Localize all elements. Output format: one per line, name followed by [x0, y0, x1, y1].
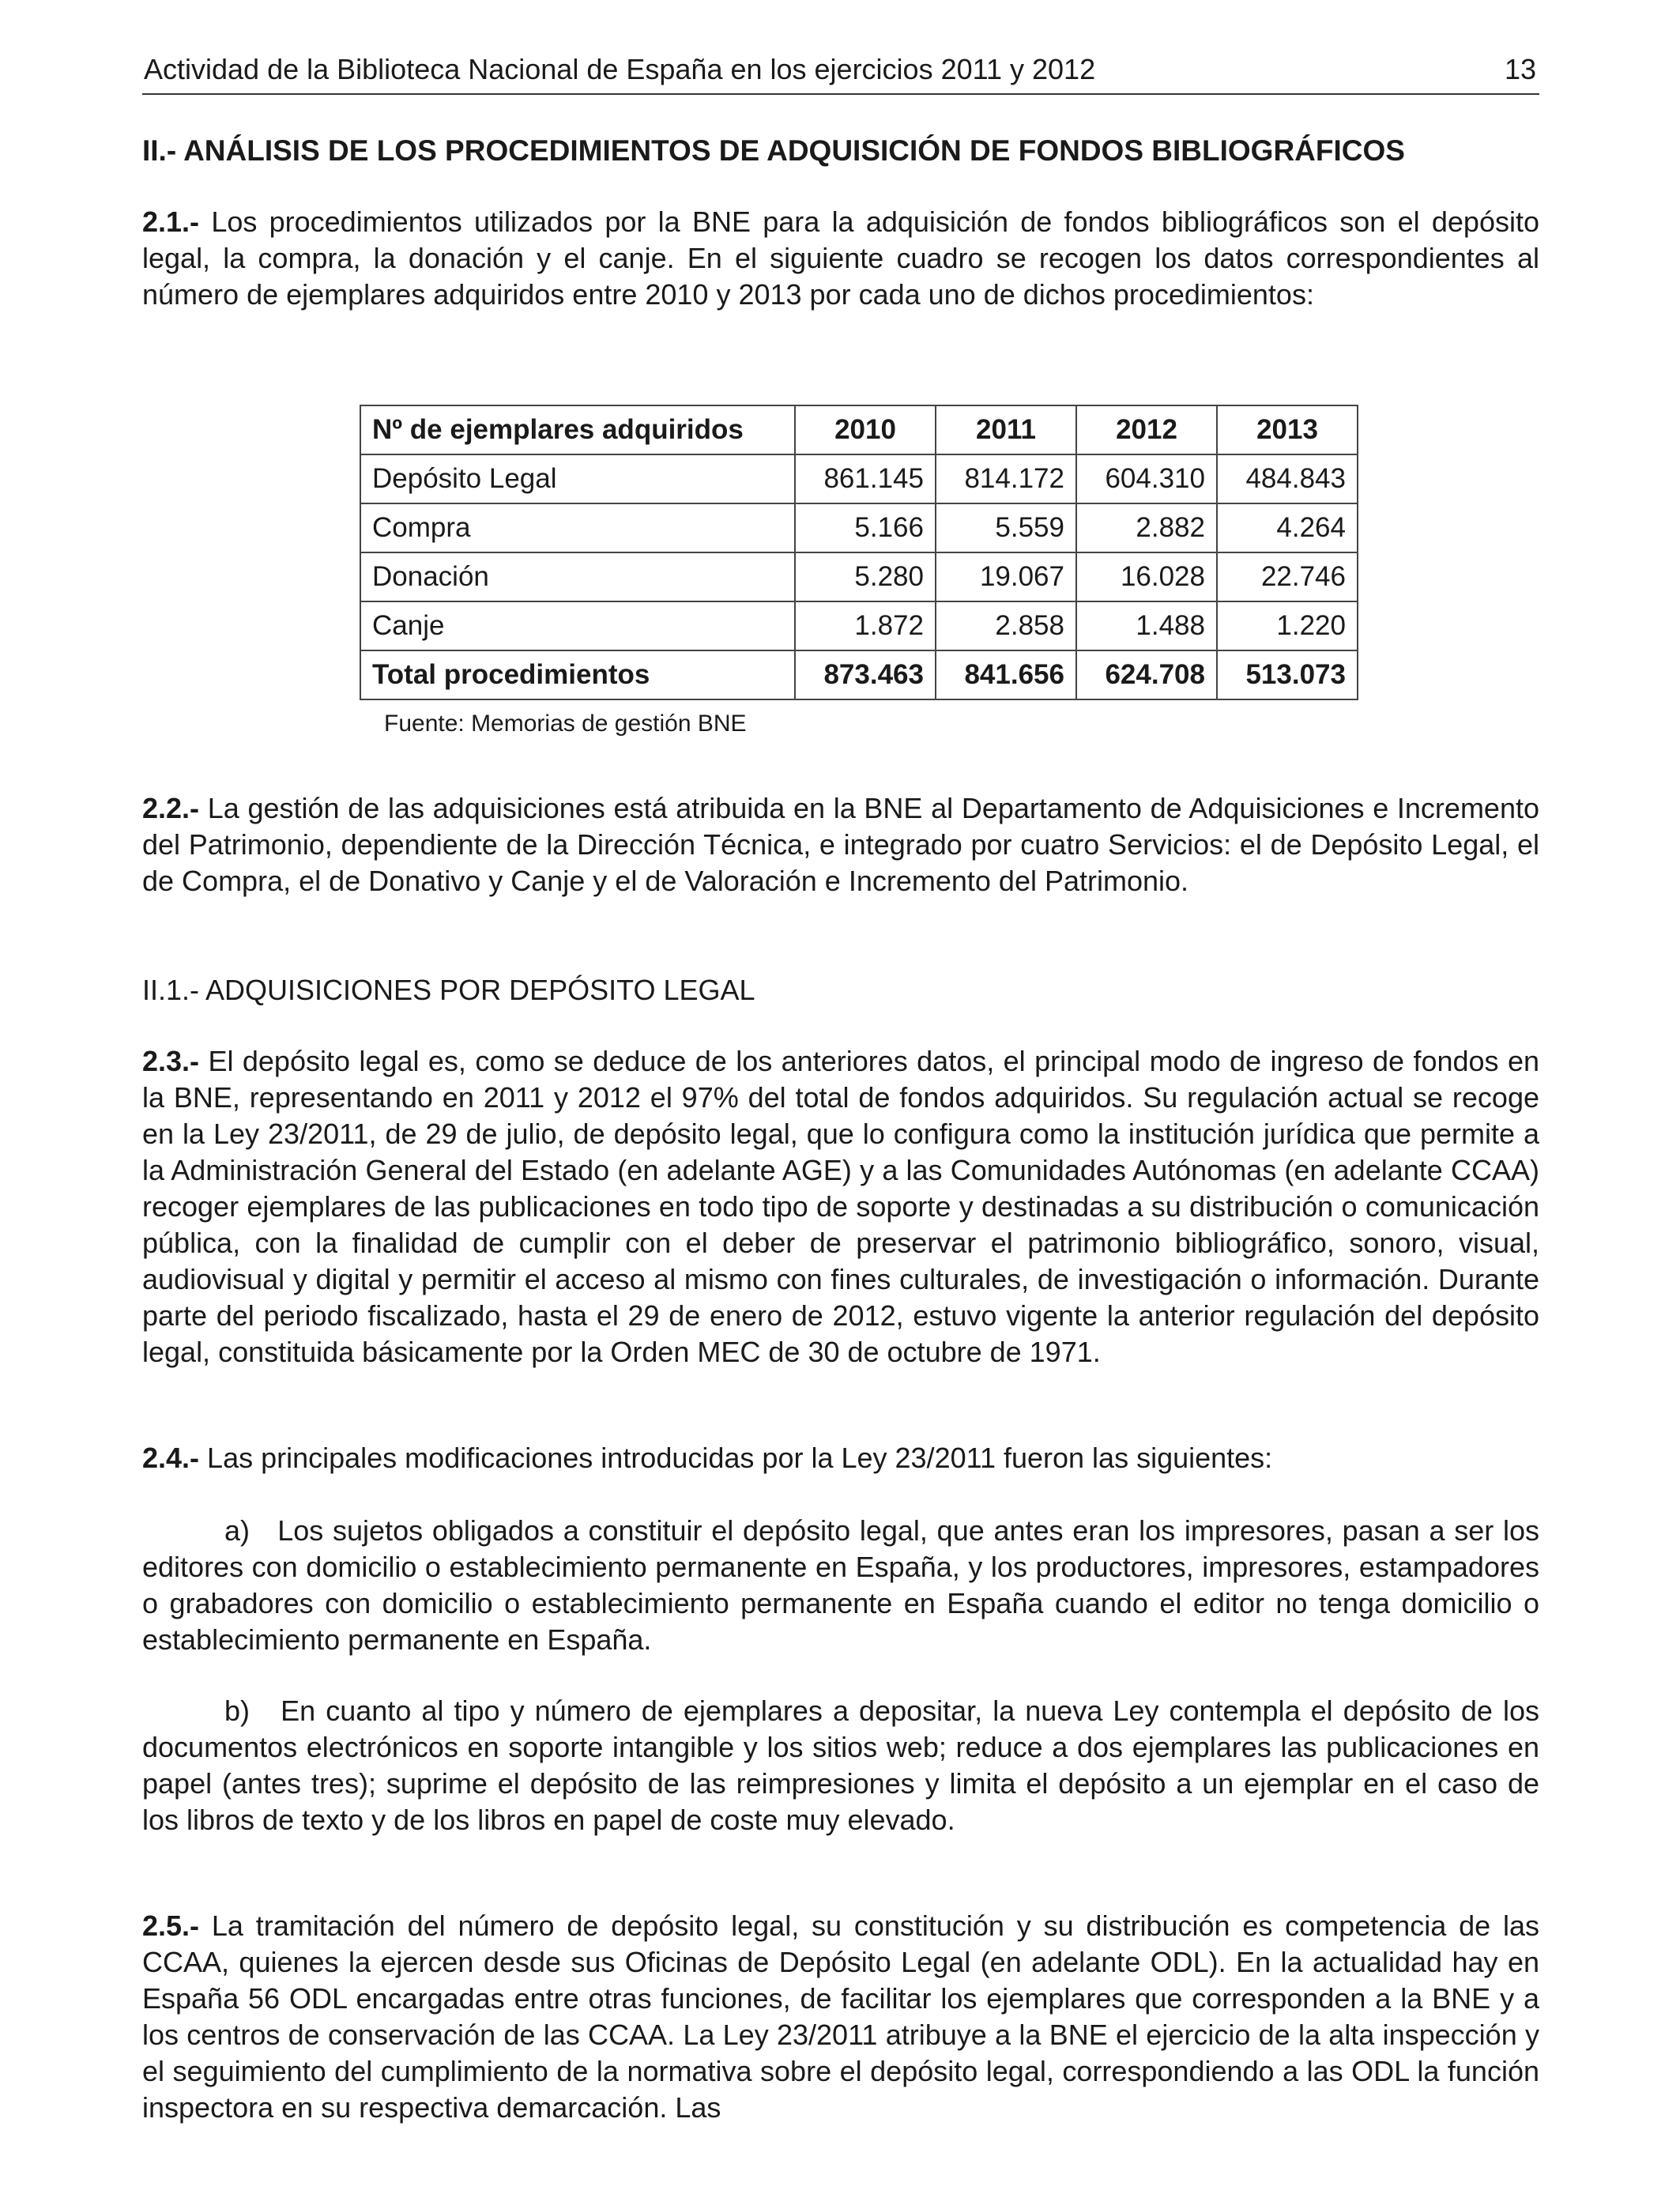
- table-cell: 1.220: [1217, 601, 1358, 650]
- paragraph-text: Los procedimientos utilizados por la BNE para la adquisición de fondos bibliográficos son el depósito legal, la compra, la donación y el canje. En el siguiente cuadro se recogen los datos correspondientes al número de ejemplares adquiridos entre 2010 y 2013 por cada uno de dichos procedimientos:: [142, 205, 1539, 311]
- row-label: Total procedimientos: [360, 650, 795, 699]
- paragraph-number: 2.1.-: [142, 205, 200, 238]
- paragraph-text: La tramitación del número de depósito legal, su constitución y su distribución es competencia de las CCAA, quienes la ejercen desde sus Oficinas de Depósito Legal (en adelante ODL). En la actualidad hay en España 56 ODL encargadas entre otras funciones, de facilitar los ejemplares que corresponden a la BNE y a los centros de conservación de las CCAA. La Ley 23/2011 atribuye a la BNE el ejercicio de la alta inspección y el seguimiento del cumplimiento de la normativa sobre el depósito legal, correspondiendo a las ODL la función inspectora en su respectiva demarcación. Las: [142, 1909, 1539, 2124]
- list-item-a: [142, 1513, 1539, 1658]
- table-cell: 19.067: [936, 552, 1076, 601]
- table-header-row: [360, 405, 1358, 454]
- table-cell: 624.708: [1076, 650, 1217, 699]
- column-header: 2010: [795, 405, 936, 454]
- subsection-title: II.1.- ADQUISICIONES POR DEPÓSITO LEGAL: [142, 974, 755, 1006]
- running-header: [142, 52, 1539, 95]
- table-cell: 513.073: [1217, 650, 1358, 699]
- table-cell: 861.145: [795, 454, 936, 503]
- column-header: 2012: [1076, 405, 1217, 454]
- acquisitions-table: [360, 405, 1358, 700]
- table-cell: 814.172: [936, 454, 1076, 503]
- table-cell: 16.028: [1076, 552, 1217, 601]
- table-cell: 2.858: [936, 601, 1076, 650]
- table-cell: 873.463: [795, 650, 936, 699]
- list-item-text: En cuanto al tipo y número de ejemplares a depositar, la nueva Ley contempla el depósito de los documentos electrónicos en soporte intangible y los sitios web; reduce a dos ejemplares las publicaciones en papel (antes tres); suprime el depósito de las reimpresiones y limita el depósito a un ejemplar en el caso de los libros de texto y de los libros en papel de coste muy elevado.: [142, 1695, 1539, 1836]
- table-cell: 1.872: [795, 601, 936, 650]
- table-cell: 484.843: [1217, 454, 1358, 503]
- list-item-label: b): [224, 1695, 250, 1727]
- row-label: Compra: [360, 503, 795, 552]
- paragraph-number: 2.3.-: [142, 1045, 200, 1077]
- table-cell: 5.559: [936, 503, 1076, 552]
- paragraph-text: La gestión de las adquisiciones está atribuida en la BNE al Departamento de Adquisiciones e Incremento del Patrimonio, dependiente de la Dirección Técnica, e integrado por cuatro Servicios: el de Depósito Legal, el de Compra, el de Donativo y Canje y el de Valoración e Incremento del Patrimonio.: [142, 792, 1539, 897]
- section-title: II.- ANÁLISIS DE LOS PROCEDIMIENTOS DE ADQUISICIÓN DE FONDOS BIBLIOGRÁFICOS: [142, 134, 1405, 167]
- table-source-note: Fuente: Memorias de gestión BNE: [384, 711, 747, 737]
- paragraph-2-3: [142, 1043, 1539, 1370]
- table-cell: 841.656: [936, 650, 1076, 699]
- table-row: [360, 454, 1358, 503]
- column-header: Nº de ejemplares adquiridos: [360, 405, 795, 454]
- paragraph-2-2: [142, 790, 1539, 899]
- header-title: Actividad de la Biblioteca Nacional de España en los ejercicios 2011 y 2012: [144, 53, 1096, 85]
- table-row: [360, 503, 1358, 552]
- paragraph-2-4: [142, 1440, 1539, 1476]
- paragraph-2-1: [142, 204, 1539, 313]
- table-row: [360, 601, 1358, 650]
- paragraph-number: 2.5.-: [142, 1909, 200, 1942]
- table-cell: 2.882: [1076, 503, 1217, 552]
- row-label: Depósito Legal: [360, 454, 795, 503]
- paragraph-text: Las principales modificaciones introducidas por la Ley 23/2011 fueron las siguientes:: [199, 1442, 1273, 1474]
- table-total-row: [360, 650, 1358, 699]
- table-cell: 1.488: [1076, 601, 1217, 650]
- page-number: 13: [1504, 53, 1536, 85]
- table-cell: 22.746: [1217, 552, 1358, 601]
- table-cell: 5.280: [795, 552, 936, 601]
- table-row: [360, 552, 1358, 601]
- paragraph-number: 2.2.-: [142, 792, 200, 824]
- paragraph-number: 2.4.-: [142, 1442, 200, 1474]
- row-label: Canje: [360, 601, 795, 650]
- list-item-label: a): [224, 1514, 250, 1547]
- paragraph-text: El depósito legal es, como se deduce de los anteriores datos, el principal modo de ingreso de fondos en la BNE, representando en 2011 y 2012 el 97% del total de fondos adquiridos. Su regulación actual se recoge en la Ley 23/2011, de 29 de julio, de depósito legal, que lo configura como la institución jurídica que permite a la Administración General del Estado (en adelante AGE) y a las Comunidades Autónomas (en adelante CCAA) recoger ejemplares de las publicaciones en todo tipo de soporte y destinadas a su distribución o comunicación pública, con la finalidad de cumplir con el deber de preservar el patrimonio bibliográfico, sonoro, visual, audiovisual y digital y permitir el acceso al mismo con fines culturales, de investigación o información. Durante parte del periodo fiscalizado, hasta el 29 de enero de 2012, estuvo vigente la anterior regulación del depósito legal, constituida básicamente por la Orden MEC de 30 de octubre de 1971.: [142, 1045, 1539, 1368]
- table-cell: 604.310: [1076, 454, 1217, 503]
- list-item-b: [142, 1693, 1539, 1838]
- column-header: 2013: [1217, 405, 1358, 454]
- row-label: Donación: [360, 552, 795, 601]
- table-cell: 4.264: [1217, 503, 1358, 552]
- list-item-text: Los sujetos obligados a constituir el depósito legal, que antes eran los impresores, pasan a ser los editores con domicilio o establecimiento permanente en España, y los productores, impresores, estampadores o grabadores con domicilio o establecimiento permanente en España cuando el editor no tenga domicilio o establecimiento permanente en España.: [142, 1514, 1539, 1656]
- table-cell: 5.166: [795, 503, 936, 552]
- column-header: 2011: [936, 405, 1076, 454]
- paragraph-2-5: [142, 1908, 1539, 2126]
